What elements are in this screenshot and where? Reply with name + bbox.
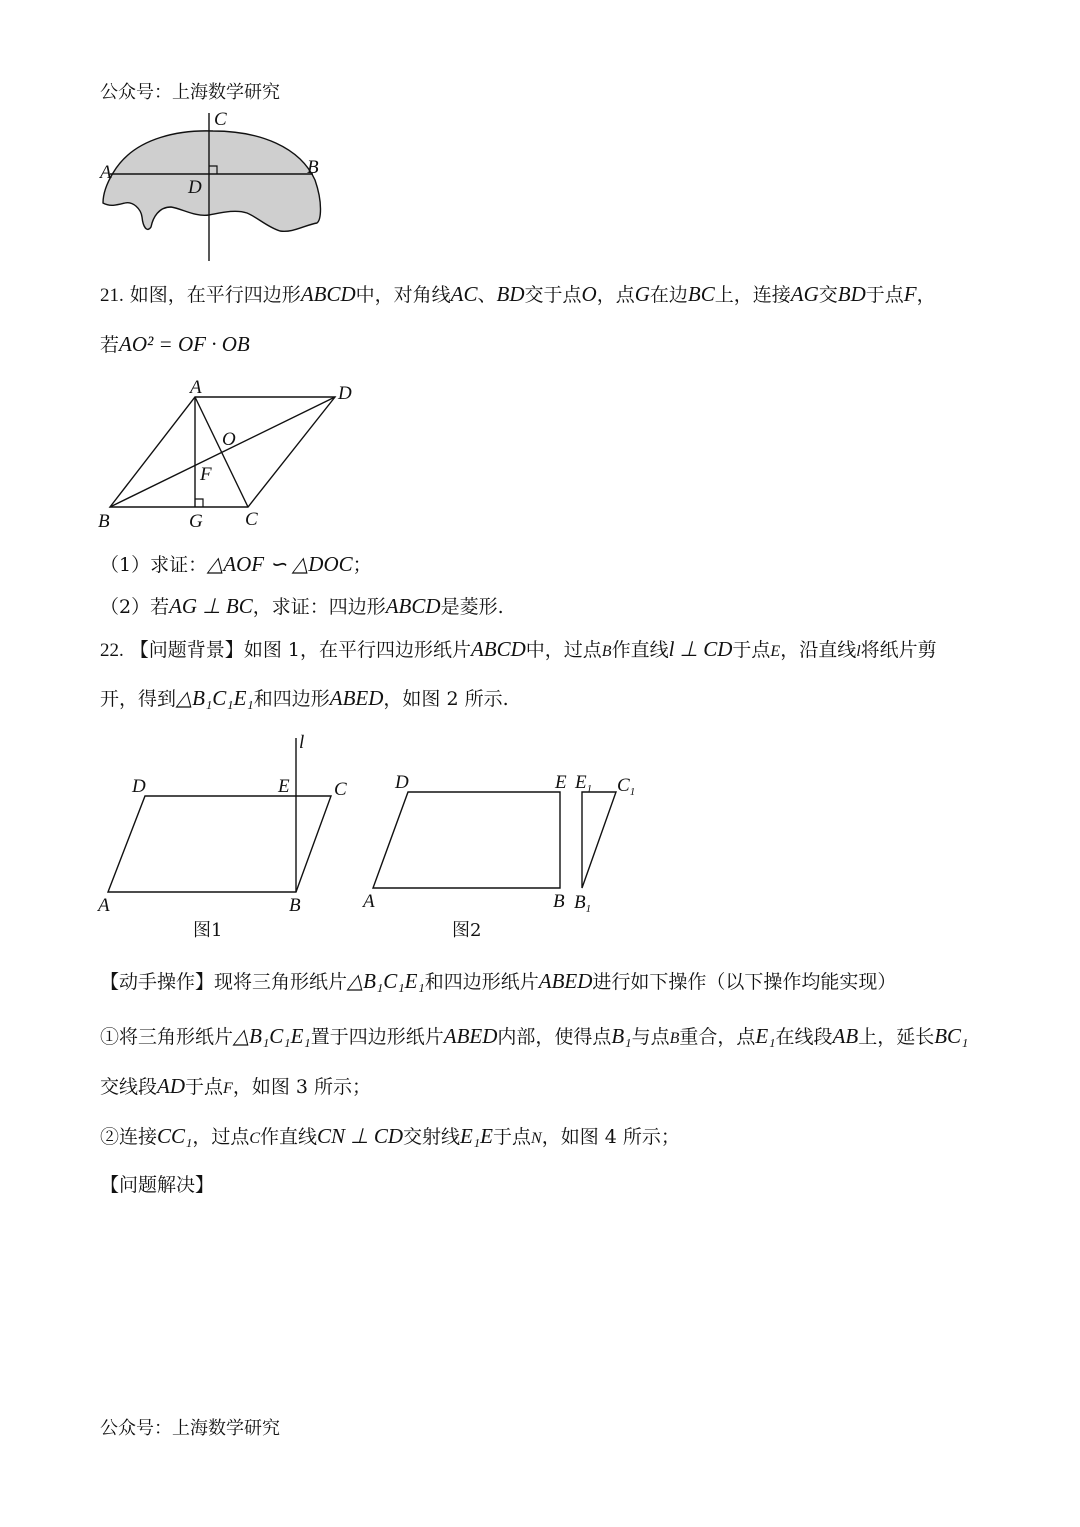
label-b: B <box>307 157 319 178</box>
parallelogram-abcd-fig1 <box>108 796 331 892</box>
triangle-b1c1e1 <box>582 792 616 888</box>
q21-line2: 若AO² = OF · OB <box>100 332 250 356</box>
page-footer: 公众号：上海数学研究 <box>100 1418 280 1439</box>
label-e: E <box>555 772 567 793</box>
q22-operation-line: 【动手操作】现将三角形纸片△B₁C₁E₁和四边形纸片ABED进行如下操作（以下操作均能实现） <box>100 969 897 993</box>
label-d: D <box>395 772 409 793</box>
q21-condition: AO² = OF · OB <box>119 332 250 356</box>
q22-line2: 开，得到△B₁C₁E₁和四边形ABED，如图 2 所示. <box>100 686 509 710</box>
label-c1: $C_1$ <box>617 775 636 798</box>
label-a: A <box>100 162 112 183</box>
label-a: A <box>190 377 202 398</box>
label-o: O <box>222 429 236 450</box>
label-c: C <box>214 109 227 130</box>
figure-2-caption: 图2 <box>452 920 482 941</box>
quadrilateral-abed <box>373 792 560 888</box>
label-d: D <box>188 177 202 198</box>
q22-step1-line2: 交线段AD于点F，如图 3 所示； <box>100 1074 371 1098</box>
label-b: B <box>98 511 110 532</box>
arch-shape <box>103 131 321 231</box>
label-b1: $B_1$ <box>574 892 592 915</box>
arch-figure <box>95 105 335 265</box>
q21-parallelogram-figure <box>95 375 365 535</box>
q22-line1: 22. 【问题背景】如图 1，在平行四边形纸片ABCD中，过点B作直线l ⊥ CD于点E，沿直线l将纸片剪 <box>100 637 937 661</box>
figure-1 <box>95 730 365 945</box>
label-c: C <box>334 779 347 800</box>
label-l: l <box>299 732 305 753</box>
figure-2 <box>360 760 650 920</box>
label-c: C <box>245 509 258 530</box>
label-b: B <box>553 891 565 912</box>
label-a: A <box>98 895 110 916</box>
q22-step1-line1: ①将三角形纸片△B₁C₁E₁置于四边形纸片ABED内部，使得点B₁与点B重合，点E₁在线段AB上，延长BC₁ <box>100 1024 969 1048</box>
label-e1: $E_1$ <box>575 772 593 795</box>
q21-line1: 21. 如图，在平行四边形ABCD中，对角线AC、BD交于点O，点G在边BC上，连接AG交BD于点F， <box>100 282 936 306</box>
label-d: D <box>132 776 146 797</box>
label-g: G <box>189 511 203 532</box>
right-angle-mark-g <box>195 499 203 507</box>
label-e: E <box>278 776 290 797</box>
label-d: D <box>338 383 352 404</box>
q22-step2-line: ②连接CC₁，过点C作直线CN ⊥ CD交射线E₁E于点N，如图 4 所示； <box>100 1124 680 1148</box>
label-f: F <box>200 464 212 485</box>
q22-solve-title: 【问题解决】 <box>100 1174 215 1196</box>
label-a: A <box>363 891 375 912</box>
q21-part1: （1）求证：△AOF ∽ △DOC； <box>100 552 372 576</box>
figure-1-caption: 图1 <box>193 920 223 941</box>
label-b: B <box>289 895 301 916</box>
q21-part2: （2）若AG ⊥ BC，求证：四边形ABCD是菱形. <box>100 594 504 618</box>
diagonal-bd <box>110 397 335 507</box>
page-header: 公众号：上海数学研究 <box>100 82 280 103</box>
